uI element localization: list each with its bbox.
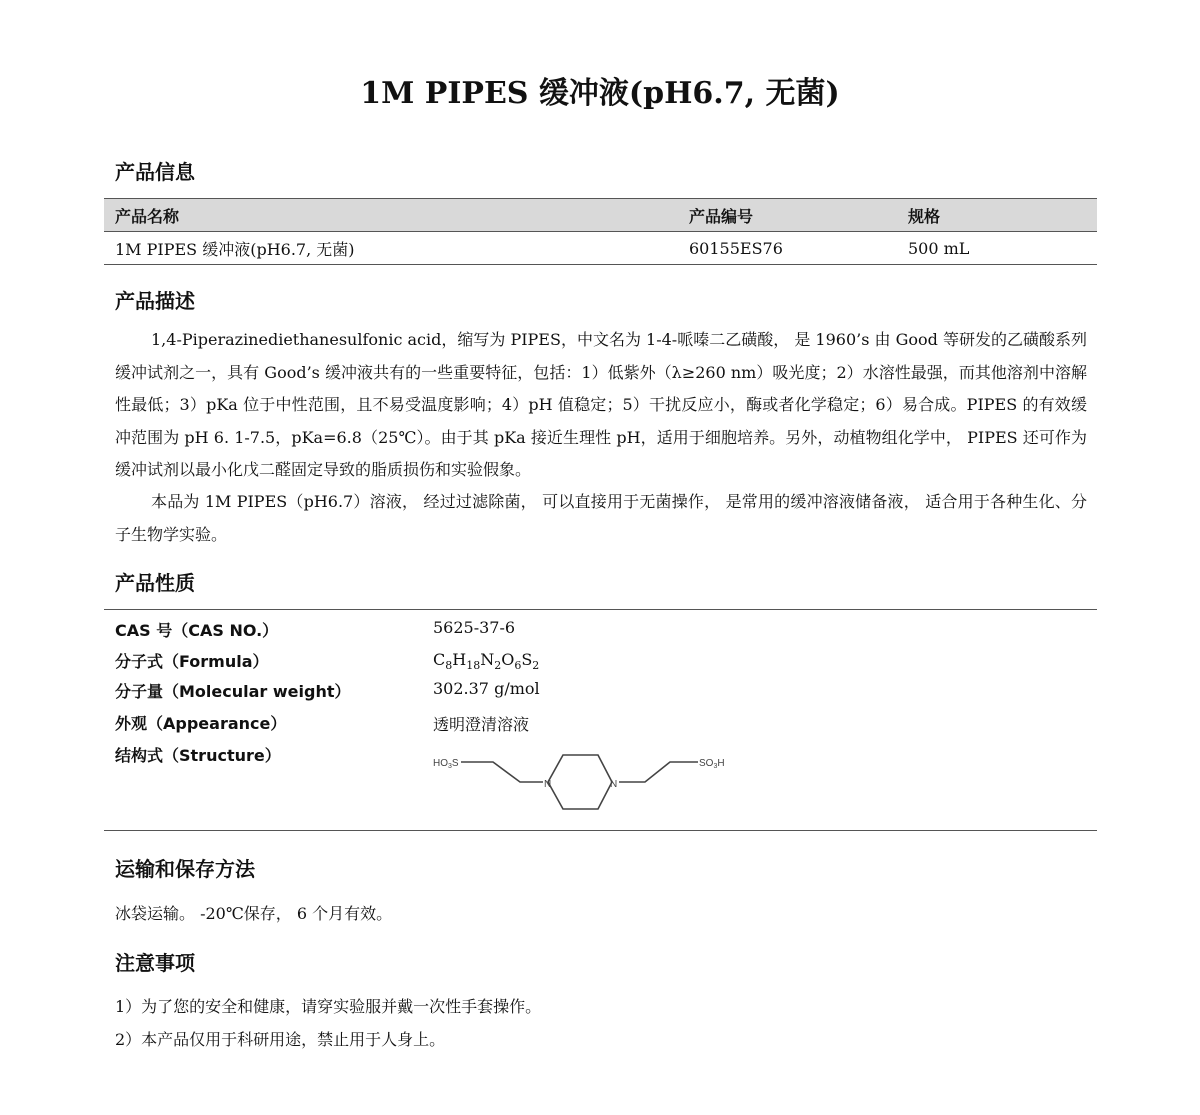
cas-label: CAS 号（CAS NO.） [115, 621, 279, 640]
table-header-row [104, 199, 1097, 232]
cell-catalog-number: 60155ES76 [678, 232, 897, 265]
left-chain [461, 762, 543, 782]
cas-value: 5625-37-6 [433, 618, 516, 637]
section-heading-description: 产品描述 [115, 289, 195, 313]
structure-label: 结构式（Structure） [115, 746, 281, 765]
section-heading-storage: 运输和保存方法 [115, 857, 255, 881]
formula-value [433, 650, 539, 672]
column-header-catalog-number: 产品编号 [678, 199, 897, 232]
page-title: 1M PIPES 缓冲液(pH6.7, 无菌) [360, 76, 840, 111]
appearance-label: 外观（Appearance） [115, 714, 287, 733]
appearance-value: 透明澄清溶液 [433, 715, 530, 734]
section-heading-properties: 产品性质 [115, 571, 195, 595]
description-paragraph-1: 1,4-Piperazinediethanesulfonic acid，缩写为 PIPES，中文名为 1-4-哌嗪二乙磺酸， 是 1960’s 由 Good 等研发的乙磺酸系列缓冲试剂之一，具有 Good’s 缓冲液共有的一些重要特征，包括：1）低紫外（λ≥260 nm）吸光度；2）水溶性最强，而其他溶剂中溶解性最低；3）pKa 位于中性范围，且不易受温度影响；4）pH 值稳定；5）干扰反应小，酶或者化学稳定；6）易合成。PIPES 的有效缓冲范围为 pH 6. 1-7.5，pKa=6.8（25℃）。由于其 pKa 接近生理性 pH，适用于细胞培养。另外，动植物组化学中， PIPES 还可作为缓冲试剂以最小化戊二醛固定导致的脂质损伤和实验假象。 [115, 330, 1087, 479]
note-item-2: 2）本产品仅用于科研用途，禁止用于人身上。 [115, 1030, 446, 1049]
formula-label: 分子式（Formula） [115, 652, 269, 671]
column-header-size: 规格 [897, 199, 1097, 232]
formula-text: $C_8H_{18}N_2O_6S_2$ [433, 650, 540, 673]
pipes-structure-diagram [430, 745, 740, 820]
nitrogen-right: N [610, 779, 618, 790]
right-chain [619, 762, 698, 782]
divider-top [104, 609, 1097, 610]
cell-size: 500 mL [897, 232, 1097, 265]
note-item-1: 1）为了您的安全和健康，请穿实验服并戴一次性手套操作。 [115, 997, 542, 1016]
storage-text: 冰袋运输。 -20℃保存， 6 个月有效。 [115, 904, 393, 923]
column-header-name: 产品名称 [104, 199, 678, 232]
molecular-weight-value: 302.37 g/mol [433, 679, 540, 698]
piperazine-ring [548, 755, 612, 809]
section-heading-notes: 注意事项 [115, 951, 195, 975]
molecular-weight-label: 分子量（Molecular weight） [115, 682, 351, 701]
nitrogen-left: N [544, 779, 552, 790]
cell-product-name: 1M PIPES 缓冲液(pH6.7, 无菌) [104, 232, 678, 265]
structure-left-group: $HO_3S$ [433, 758, 459, 770]
structure-right-group: $SO_3H$ [699, 758, 725, 770]
table-row [104, 232, 1097, 265]
divider-bottom [104, 830, 1097, 831]
section-heading-product-info: 产品信息 [115, 160, 195, 184]
product-table [104, 198, 1097, 265]
description-paragraph-2: 本品为 1M PIPES（pH6.7）溶液， 经过过滤除菌， 可以直接用于无菌操作， 是常用的缓冲溶液储备液， 适合用于各种生化、分子生物学实验。 [115, 492, 1087, 544]
